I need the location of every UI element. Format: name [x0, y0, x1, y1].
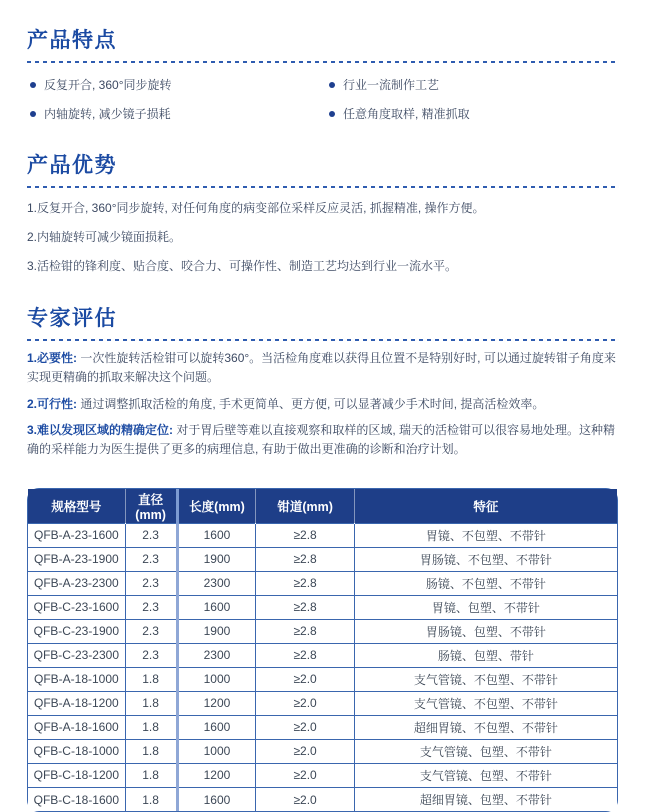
expert-item-text: 通过调整抓取活检的角度, 手术更简单、更方便, 可以显著减少手术时间, 提高活检效率。 — [77, 396, 545, 411]
cell-model: QFB-A-18-1000 — [28, 667, 125, 691]
section-expert — [27, 302, 618, 458]
table-row — [28, 571, 617, 595]
table-row — [28, 595, 617, 619]
expert-item-label: 3.难以发现区域的精确定位: — [27, 423, 174, 438]
cell-feature: 支气管镜、包塑、不带针 — [354, 763, 617, 787]
dashed-divider — [27, 339, 618, 341]
table-row — [28, 715, 617, 739]
header-cell-length: 长度(mm) — [177, 489, 256, 523]
cell-diameter: 1.8 — [125, 715, 177, 739]
header-cell-feature: 特征 — [354, 489, 617, 523]
table-row — [28, 547, 617, 571]
cell-feature: 超细胃镜、包塑、不带针 — [354, 787, 617, 811]
cell-diameter: 1.8 — [125, 691, 177, 715]
features-bullet-list — [27, 77, 618, 122]
cell-diameter: 1.8 — [125, 667, 177, 691]
header-cell-diameter: 直径(mm) — [125, 489, 177, 523]
bullet-dot-icon — [329, 82, 335, 88]
cell-channel: ≥2.0 — [256, 691, 354, 715]
bullet-dot-icon — [30, 111, 36, 117]
table-row — [28, 787, 617, 811]
cell-feature: 胃肠镜、包塑、不带针 — [354, 619, 617, 643]
cell-feature: 肠镜、不包塑、不带针 — [354, 571, 617, 595]
expert-item — [27, 421, 618, 458]
cell-model: QFB-A-18-1200 — [28, 691, 125, 715]
feature-bullet-text: 任意角度取样, 精准抓取 — [343, 107, 470, 122]
section-features — [27, 24, 618, 122]
section-title-expert: 专家评估 — [27, 307, 117, 331]
feature-bullet-item — [329, 77, 618, 93]
cell-model: QFB-C-18-1000 — [28, 739, 125, 763]
spec-table-container — [27, 488, 618, 812]
table-row — [28, 739, 617, 763]
cell-channel: ≥2.8 — [256, 595, 354, 619]
cell-length: 1200 — [177, 763, 256, 787]
cell-length: 1200 — [177, 691, 256, 715]
cell-diameter: 1.8 — [125, 763, 177, 787]
feature-bullet-text: 行业一流制作工艺 — [343, 78, 440, 92]
spec-table-body — [28, 523, 617, 811]
cell-feature: 肠镜、包塑、带针 — [354, 643, 617, 667]
cell-length: 1000 — [177, 667, 256, 691]
cell-channel: ≥2.0 — [256, 739, 354, 763]
bullet-dot-icon — [329, 111, 335, 117]
cell-length: 1000 — [177, 739, 256, 763]
expert-item-text: 对于胃后壁等难以直接观察和取样的区域, 瑞天的活检钳可以很容易地处理。这种精确的采样能力为医生提供了更多的病理信息, 有助于做出更准确的诊断和治疗计划。 — [27, 423, 616, 456]
header-cell-channel: 钳道(mm) — [256, 489, 354, 523]
header-cell-model: 规格型号 — [28, 489, 125, 523]
cell-diameter: 2.3 — [125, 571, 177, 595]
cell-diameter: 2.3 — [125, 619, 177, 643]
cell-feature: 超细胃镜、不包塑、不带针 — [354, 715, 617, 739]
cell-channel: ≥2.0 — [256, 763, 354, 787]
expert-item-label: 1.必要性: — [27, 351, 78, 366]
cell-length: 1600 — [177, 523, 256, 547]
cell-length: 1600 — [177, 595, 256, 619]
table-row — [28, 763, 617, 787]
feature-bullet-item — [329, 106, 618, 122]
cell-channel: ≥2.8 — [256, 547, 354, 571]
section-title-features: 产品特点 — [27, 29, 117, 52]
cell-length: 1600 — [177, 787, 256, 811]
expert-item — [27, 395, 618, 414]
feature-bullet-text: 内轴旋转, 减少镜子损耗 — [44, 107, 171, 122]
cell-model: QFB-C-23-1900 — [28, 619, 125, 643]
cell-feature: 胃镜、包塑、不带针 — [354, 595, 617, 619]
cell-model: QFB-A-23-2300 — [28, 571, 125, 595]
cell-channel: ≥2.8 — [256, 619, 354, 643]
cell-feature: 支气管镜、不包塑、不带针 — [354, 691, 617, 715]
bullet-dot-icon — [30, 82, 36, 88]
cell-length: 2300 — [177, 571, 256, 595]
cell-diameter: 2.3 — [125, 595, 177, 619]
section-advantages — [27, 149, 618, 275]
cell-model: QFB-C-23-2300 — [28, 643, 125, 667]
cell-length: 1600 — [177, 715, 256, 739]
feature-bullet-text: 反复开合, 360°同步旋转 — [44, 78, 172, 92]
feature-bullet-item — [30, 77, 319, 93]
dashed-divider — [27, 186, 618, 188]
cell-model: QFB-A-23-1600 — [28, 523, 125, 547]
advantage-item: 2.内轴旋转可减少镜面损耗。 — [27, 230, 182, 245]
dashed-divider — [27, 61, 618, 63]
cell-length: 1900 — [177, 547, 256, 571]
table-row — [28, 667, 617, 691]
expert-item-text: 一次性旋转活检钳可以旋转360°。当活检角度难以获得且位置不是特别好时, 可以通过旋转钳子角度来实现更精确的抓取来解决这个问题。 — [27, 351, 616, 384]
spec-table — [28, 489, 617, 811]
table-row — [28, 643, 617, 667]
cell-feature: 胃镜、不包塑、不带针 — [354, 523, 617, 547]
cell-diameter: 1.8 — [125, 739, 177, 763]
expert-item — [27, 349, 618, 386]
advantage-item: 3.活检钳的锋利度、贴合度、咬合力、可操作性、制造工艺均达到行业一流水平。 — [27, 259, 458, 274]
table-row — [28, 691, 617, 715]
section-title-advantages: 产品优势 — [27, 154, 117, 178]
table-header-row — [28, 489, 617, 523]
cell-feature: 支气管镜、不包塑、不带针 — [354, 667, 617, 691]
advantage-item: 1.反复开合, 360°同步旋转, 对任何角度的病变部位采样反应灵活, 抓握精准, 操作方便。 — [27, 201, 485, 216]
cell-length: 2300 — [177, 643, 256, 667]
cell-channel: ≥2.8 — [256, 523, 354, 547]
spec-table-header — [28, 489, 617, 523]
cell-length: 1900 — [177, 619, 256, 643]
cell-model: QFB-C-18-1600 — [28, 787, 125, 811]
expert-item-label: 2.可行性: — [27, 396, 78, 411]
cell-channel: ≥2.0 — [256, 667, 354, 691]
cell-channel: ≥2.0 — [256, 787, 354, 811]
cell-model: QFB-C-23-1600 — [28, 595, 125, 619]
cell-feature: 支气管镜、包塑、不带针 — [354, 739, 617, 763]
table-row — [28, 523, 617, 547]
cell-diameter: 2.3 — [125, 643, 177, 667]
table-row — [28, 619, 617, 643]
cell-diameter: 2.3 — [125, 547, 177, 571]
cell-channel: ≥2.8 — [256, 571, 354, 595]
cell-model: QFB-A-23-1900 — [28, 547, 125, 571]
cell-channel: ≥2.0 — [256, 715, 354, 739]
feature-bullet-item — [30, 106, 319, 122]
cell-diameter: 2.3 — [125, 523, 177, 547]
cell-diameter: 1.8 — [125, 787, 177, 811]
cell-channel: ≥2.8 — [256, 643, 354, 667]
cell-feature: 胃肠镜、不包塑、不带针 — [354, 547, 617, 571]
cell-model: QFB-C-18-1200 — [28, 763, 125, 787]
cell-model: QFB-A-18-1600 — [28, 715, 125, 739]
